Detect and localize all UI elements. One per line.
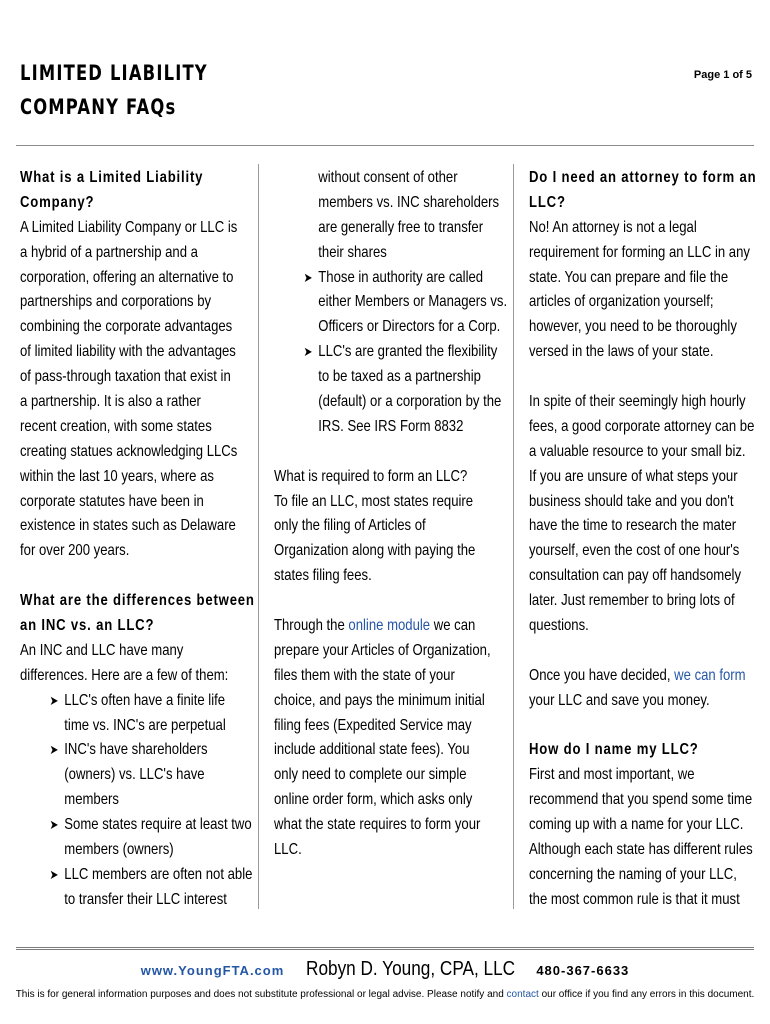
question-form-llc: What is required to form an LLC? xyxy=(274,467,468,485)
attorney-advice-paragraph: In spite of their seemingly high hourly fees, a good corporate attorney can be a valuable resource to your small biz. If you are unsure of what steps your business should take and you don't have the time to research the mater yourself, even the cost of one hour's consultation can pay off handsomely later. Just remember to bring lots of questions. xyxy=(529,393,755,635)
list-item: ➤ LLC's often have a finite life time vs. INC's are perpetual xyxy=(50,689,225,739)
document-title xyxy=(20,56,208,124)
arrowhead-bullet-icon: ➤ xyxy=(303,344,313,360)
difference-list xyxy=(20,689,253,913)
answer-need-attorney: No! An attorney is not a legal requirement for forming an LLC in any state. You can prepare and file the articles of organization yourself; however, you need to be thoroughly versed in the laws of your state. xyxy=(529,218,750,361)
answer-name-llc: First and most important, we recommend that you spend some time coming up with a name for your LLC. Although each state has different rules concerning the naming of your LLC, the most common rule is that it must xyxy=(529,766,753,908)
arrowhead-bullet-icon: ➤ xyxy=(303,269,313,285)
website-link[interactable]: www.YoungFTA.com xyxy=(140,963,285,978)
question-need-attorney: Do I need an attorney to form an LLC? xyxy=(529,169,757,211)
phone-number: 480-367-6633 xyxy=(536,963,630,978)
column-3 xyxy=(529,166,770,913)
list-item: ➤ Those in authority are called either Members or Managers vs. Officers or Directors for a Corp. xyxy=(304,266,479,341)
footer-contact xyxy=(0,958,770,981)
arrowhead-bullet-icon: ➤ xyxy=(49,866,59,882)
answer-what-is-llc: A Limited Liability Company or LLC is a hybrid of a partnership and a corporation, offering an alternative to partnerships and corporations by combining the corporate advantages of limited liability with the advantages of pass-through taxation that exist in a partnership. It is also a rather recent creation, with some states creating statues acknowledging LLCs within the last 10 years, where as corporate statutes have been in existence in states such as Delaware for over 200 years. xyxy=(20,218,238,560)
contact-link[interactable]: contact xyxy=(506,989,539,1000)
title-line-2: COMPANY FAQs xyxy=(20,95,177,119)
bullet-continuation: without consent of other members vs. INC shareholders are generally free to transfer their shares ➤ Those in authority are called either Members or Managers vs. Officers or Directors for a Corp. ➤ LLC's are granted the flexibility to be taxed as a partnership (default) or a corporation by the IRS. See IRS Form 8832 xyxy=(274,166,479,440)
disclaimer: This is for general information purposes and does not substitute professional or legal advise. Please notify and contact our office if you find any errors in this document. xyxy=(15,989,755,1000)
arrowhead-bullet-icon: ➤ xyxy=(49,817,59,833)
arrowhead-bullet-icon: ➤ xyxy=(49,742,59,758)
arrowhead-bullet-icon: ➤ xyxy=(49,692,59,708)
we-can-form-link[interactable]: we can form xyxy=(674,666,746,684)
question-inc-vs-llc: What are the differences between an INC vs. an LLC? xyxy=(20,592,255,635)
list-item: ➤ INC's have shareholders (owners) vs. LLC's have members xyxy=(50,738,225,813)
question-what-is-llc: What is a Limited Liability Company? xyxy=(20,169,204,211)
page-number: Page 1 of 5 xyxy=(693,69,752,81)
title-line-1: LIMITED LIABILITY xyxy=(20,61,208,85)
footer-divider xyxy=(16,947,754,950)
column-1 xyxy=(20,166,270,913)
column-2 xyxy=(274,166,524,863)
answer-inc-vs-llc: An INC and LLC have many differences. Here are a few of them: xyxy=(20,641,229,684)
online-module-paragraph: Through the online module we can prepare your Articles of Organization, files them with the state of your choice, and pays the minimum initial filing fees (Expedited Service may include additional state fees). You only need to complete our simple online order form, which asks only what the state requires to form your LLC. xyxy=(274,617,491,859)
answer-form-llc: To file an LLC, most states require only the filing of Articles of Organization along with paying the states filing fees. xyxy=(274,492,476,585)
we-can-form-paragraph: Once you have decided, we can form your LLC and save you money. xyxy=(529,666,746,709)
list-item: ➤ LLC members are often not able to transfer their LLC interest xyxy=(50,863,225,913)
list-item: ➤ LLC's are granted the flexibility to be taxed as a partnership (default) or a corporation by the IRS. See IRS Form 8832 xyxy=(304,340,479,440)
question-name-llc: How do I name my LLC? xyxy=(529,741,699,759)
company-name: Robyn D. Young, CPA, LLC xyxy=(305,958,515,980)
header-divider xyxy=(16,145,754,146)
list-item: ➤ Some states require at least two members (owners) xyxy=(50,813,225,863)
online-module-link[interactable]: online module xyxy=(348,617,431,635)
